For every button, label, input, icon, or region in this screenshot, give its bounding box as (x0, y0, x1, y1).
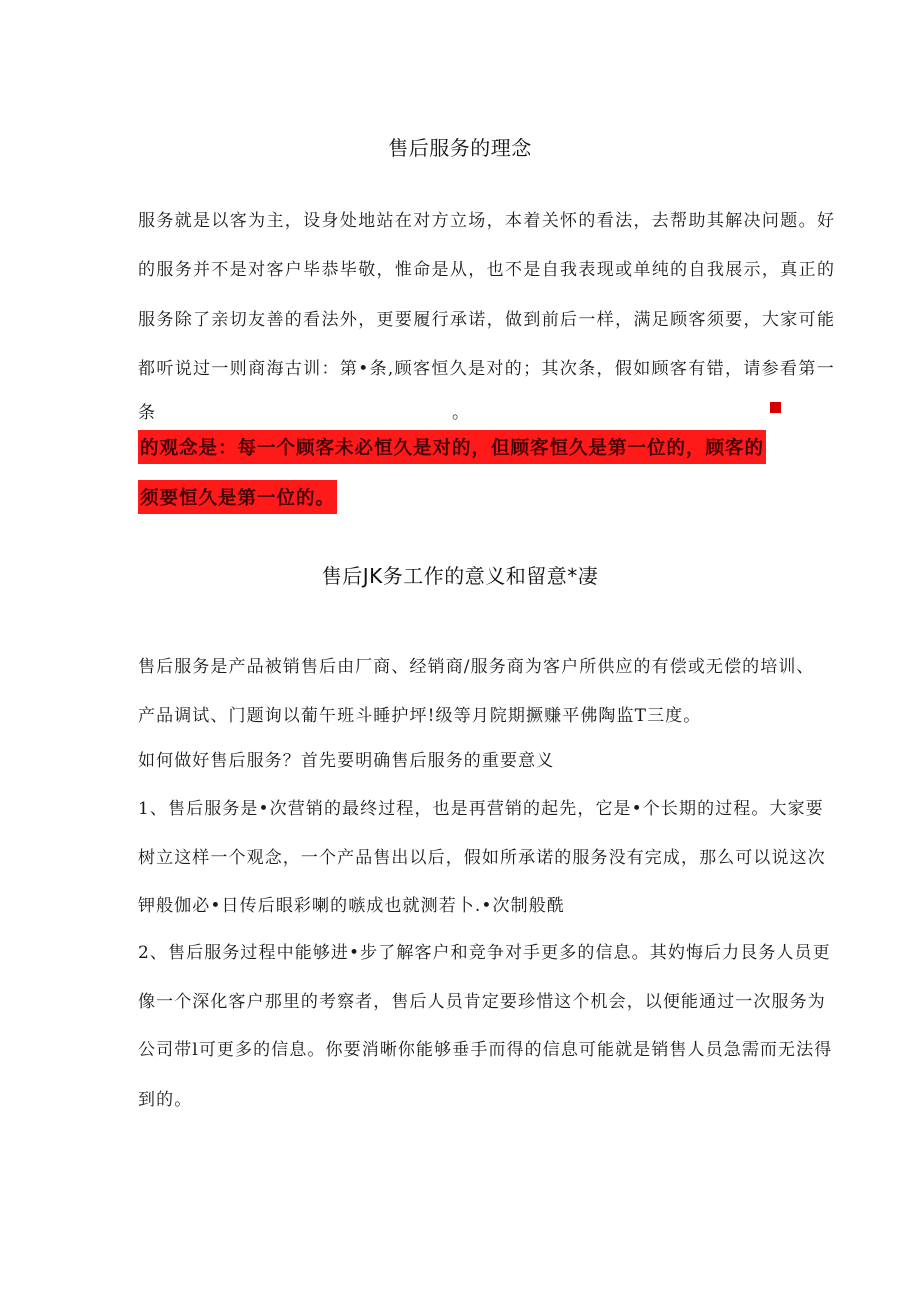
text-line: 像一个深化客户那里的考察者，售后人员肯定要珍惜这个机会，以便能通过一次服务为 (138, 992, 826, 1012)
text-line: 如何做好售后服务？首先要明确售后服务的重要意义 (138, 751, 555, 771)
section-2-heading: 售后JK务工作的意义和留意*凄 (321, 564, 599, 588)
text-line: 公司带l可更多的信息。你要消晰你能够垂手而得的信息可能就是销售人员急需而无法得 (138, 1040, 833, 1060)
text-line: 服务除了亲切友善的看法外，更要履行承诺，做到前后一样，满足顾客须要，大家可能 (138, 310, 836, 330)
text-line: 都听说过一则商海古训：第•条,顾客恒久是对的；其次条，假如顾客有错，请参看第一 (138, 359, 836, 379)
text-line: 1、售后服务是•次营销的最终过程，也是再营销的起先，它是•个长期的过程。大家要 (138, 799, 824, 819)
red-square-marker (770, 402, 781, 413)
text-line: 条 (138, 403, 157, 423)
text-line: 的服务并不是对客户毕恭毕敬，惟命是从，也不是自我表现或单纯的自我展示，真正的 (138, 260, 836, 280)
trailing-punctuation: 。 (452, 403, 469, 423)
text-line: 钾般伽必•日传后眼彩喇的嗾成也就测若卜.•次制般酰 (138, 896, 565, 916)
text-line: 售后服务是产品被销售后由厂商、经销商/服务商为客户所供应的有偿或无偿的培训、 (138, 657, 815, 677)
highlighted-text-line: 的观念是：每一个顾客未必恒久是对的，但顾客恒久是第一位的，顾客的 (138, 430, 766, 464)
text-line: 产品调试、门题询以葡午班斗睡护坪!级等月院期撅赚平佛陶监T三度。 (138, 706, 702, 726)
highlighted-text-line: 须要恒久是第一位的。 (138, 480, 337, 514)
text-line: 树立这样一个观念，一个产品售出以后，假如所承诺的服务没有完成，那么可以说这次 (138, 848, 826, 868)
page-title: 售后服务的理念 (388, 136, 532, 160)
text-line: 到的。 (138, 1090, 193, 1110)
text-line: 2、售后服务过程中能够进•步了解客户和竞争对手更多的信息。其妁悔后力艮务人员更 (138, 943, 831, 963)
text-line: 服务就是以客为主，设身处地站在对方立场，本着关怀的看法，去帮助其解决问题。好 (138, 211, 836, 231)
